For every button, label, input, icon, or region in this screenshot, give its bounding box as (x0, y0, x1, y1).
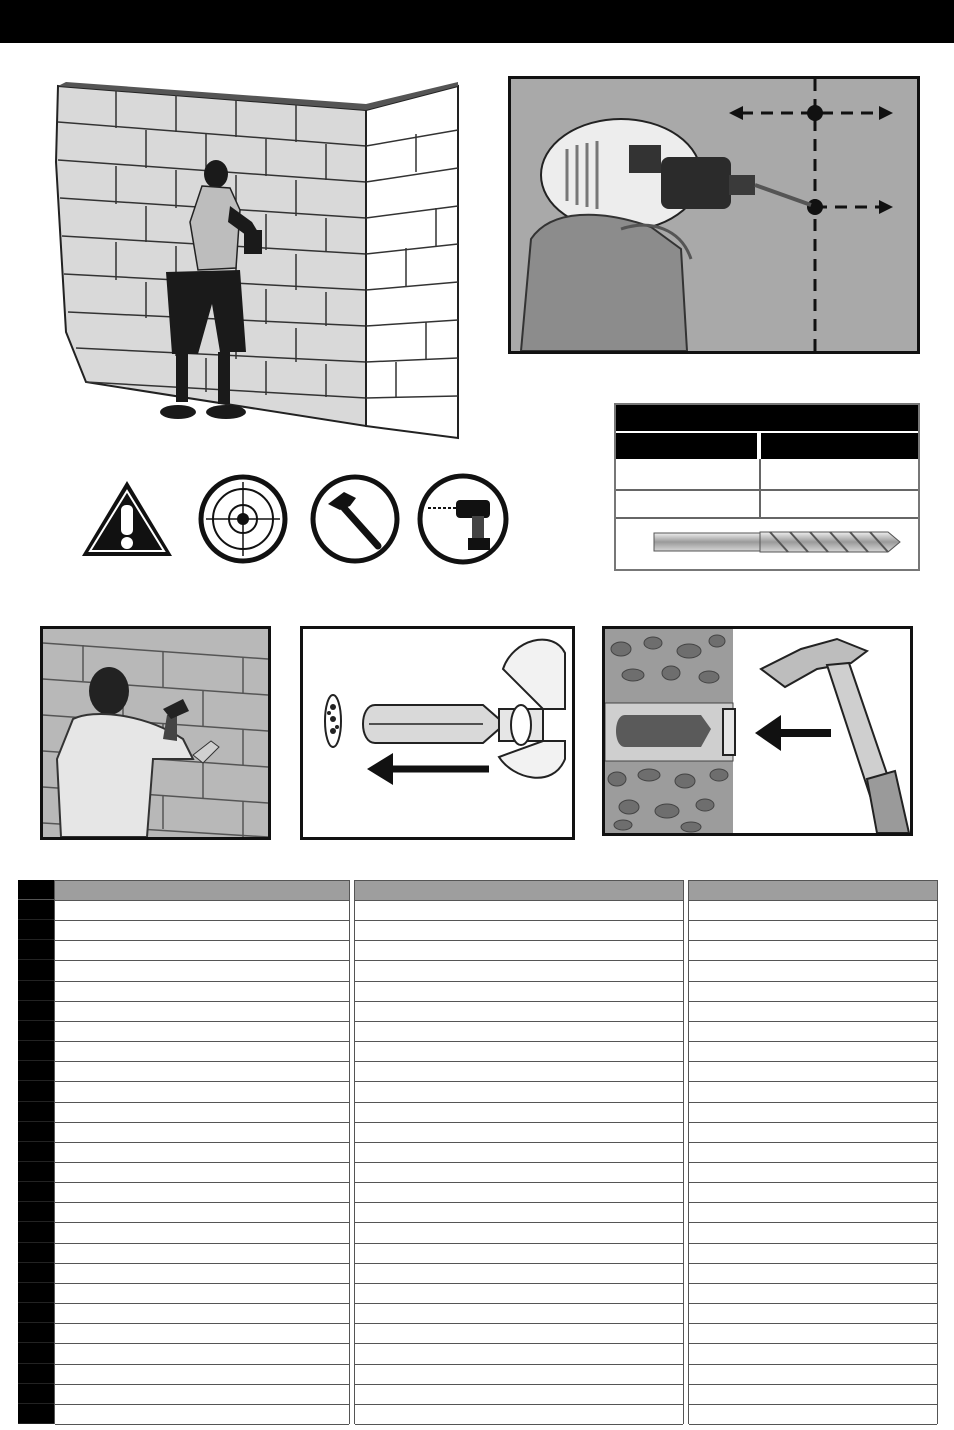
parts-table-number (18, 900, 54, 920)
parts-table-cell (355, 921, 683, 941)
parts-table-number (18, 1122, 54, 1142)
parts-table-cell (355, 1385, 683, 1405)
drill-spec-cell (616, 491, 757, 517)
drill-bit-icon (650, 527, 902, 557)
parts-table-cell (355, 1365, 683, 1385)
parts-table-cell (355, 941, 683, 961)
parts-table-cell (55, 1344, 349, 1364)
parts-table-cell (689, 1062, 937, 1082)
warning-triangle-icon (80, 479, 174, 558)
parts-table-number (18, 981, 54, 1001)
parts-table-cell (355, 1324, 683, 1344)
parts-table-number (18, 920, 54, 940)
parts-table-cell (55, 1143, 349, 1163)
parts-table-cell (55, 1062, 349, 1082)
parts-table-number (18, 1404, 54, 1424)
drill-spec-cell (763, 461, 918, 487)
parts-table-cell (55, 941, 349, 961)
parts-table-column (688, 880, 938, 1424)
parts-table-cell (689, 901, 937, 921)
parts-table-cell (355, 1183, 683, 1203)
parts-table-cell (355, 1284, 683, 1304)
parts-table-cell (55, 921, 349, 941)
parts-table-cell (55, 1405, 349, 1425)
man-drilling-brick-wall-illustration (26, 82, 462, 456)
parts-table-cell (55, 1002, 349, 1022)
parts-table-cell (689, 1244, 937, 1264)
parts-table-number (18, 940, 54, 960)
parts-table-cell (689, 1324, 937, 1344)
parts-table-cell (689, 1304, 937, 1324)
parts-table-cell (55, 1324, 349, 1344)
parts-table-number (18, 1384, 54, 1404)
parts-table-number (18, 1222, 54, 1242)
parts-table-number (18, 1323, 54, 1343)
parts-table-cell (55, 1365, 349, 1385)
parts-table-column (354, 880, 684, 1424)
parts-table-cell (55, 961, 349, 981)
parts-table-cell (355, 1163, 683, 1183)
parts-table-number (18, 1364, 54, 1384)
parts-table-cell (355, 1344, 683, 1364)
parts-table-number (18, 1061, 54, 1081)
target-mark-icon (198, 474, 288, 564)
parts-table (18, 880, 938, 1424)
parts-table-cell (355, 1143, 683, 1163)
drill-with-marked-holes-illustration (508, 76, 920, 354)
hammer-anchor-into-wall-illustration (602, 626, 913, 836)
parts-table-cell (689, 921, 937, 941)
parts-table-column (54, 880, 350, 1424)
parts-table-number (18, 1263, 54, 1283)
parts-table-cell (355, 1062, 683, 1082)
parts-table-cell (689, 1103, 937, 1123)
parts-table-number (18, 1001, 54, 1021)
parts-table-cell (355, 1123, 683, 1143)
parts-table-number (18, 960, 54, 980)
parts-table-number (18, 1303, 54, 1323)
parts-table-cell (355, 1264, 683, 1284)
parts-table-cell (55, 1183, 349, 1203)
parts-table-column (18, 880, 54, 1424)
parts-table-cell (689, 1143, 937, 1163)
anchor-insertion-illustration (300, 626, 575, 840)
parts-table-cell (55, 1042, 349, 1062)
parts-table-cell (355, 1405, 683, 1425)
drill-spec-column-2 (761, 433, 918, 459)
parts-table-cell (55, 1284, 349, 1304)
parts-table-cell (689, 1123, 937, 1143)
parts-table-number (18, 1081, 54, 1101)
parts-table-cell (355, 1103, 683, 1123)
parts-table-cell (689, 1344, 937, 1364)
parts-table-cell (689, 1405, 937, 1425)
parts-table-cell (55, 982, 349, 1002)
drill-spec-cell (616, 461, 757, 487)
parts-table-number (18, 1243, 54, 1263)
parts-table-cell (689, 1022, 937, 1042)
parts-table-number (18, 1142, 54, 1162)
parts-table-cell (55, 1244, 349, 1264)
parts-table-cell (355, 1244, 683, 1264)
drill-spec-table (614, 403, 920, 571)
parts-table-cell (689, 1223, 937, 1243)
parts-table-cell (55, 1264, 349, 1284)
parts-table-cell (55, 1304, 349, 1324)
parts-table-cell (689, 1264, 937, 1284)
drill-spec-title (616, 405, 918, 431)
parts-table-cell (689, 941, 937, 961)
parts-table-number (18, 1202, 54, 1222)
parts-table-number (18, 1182, 54, 1202)
parts-table-cell (689, 1385, 937, 1405)
parts-table-cell (55, 1022, 349, 1042)
parts-table-cell (55, 901, 349, 921)
parts-table-cell (355, 1304, 683, 1324)
cordless-drill-icon (416, 472, 510, 566)
man-hammering-wall-illustration (40, 626, 271, 840)
parts-table-cell (689, 1002, 937, 1022)
parts-table-header-cell (18, 880, 54, 900)
parts-table-cell (55, 1103, 349, 1123)
parts-table-cell (689, 1365, 937, 1385)
parts-table-cell (355, 1203, 683, 1223)
parts-table-cell (689, 1042, 937, 1062)
parts-table-cell (355, 961, 683, 981)
drill-spec-cell (763, 491, 918, 517)
parts-table-cell (689, 1183, 937, 1203)
parts-table-number (18, 1162, 54, 1182)
parts-table-cell (689, 1082, 937, 1102)
parts-table-header-1 (56, 880, 348, 900)
parts-table-cell (355, 1002, 683, 1022)
parts-table-cell (689, 1203, 937, 1223)
parts-table-number (18, 1283, 54, 1303)
parts-table-cell (55, 1203, 349, 1223)
drill-spec-column-1 (616, 433, 757, 459)
parts-table-header-2 (355, 880, 682, 900)
parts-table-cell (55, 1223, 349, 1243)
parts-table-cell (355, 1223, 683, 1243)
parts-table-cell (355, 1042, 683, 1062)
parts-table-cell (689, 982, 937, 1002)
parts-table-number (18, 1343, 54, 1363)
parts-table-cell (689, 1284, 937, 1304)
parts-table-cell (55, 1385, 349, 1405)
parts-table-cell (55, 1163, 349, 1183)
parts-table-cell (55, 1123, 349, 1143)
parts-table-cell (355, 1082, 683, 1102)
parts-table-number (18, 1102, 54, 1122)
parts-table-cell (355, 982, 683, 1002)
parts-table-cell (355, 901, 683, 921)
hammer-icon (310, 474, 400, 564)
parts-table-cell (355, 1022, 683, 1042)
header-bar (0, 0, 954, 43)
parts-table-header-3 (689, 880, 937, 900)
parts-table-cell (689, 1163, 937, 1183)
parts-table-cell (689, 961, 937, 981)
parts-table-cell (55, 1082, 349, 1102)
parts-table-number (18, 1021, 54, 1041)
parts-table-number (18, 1041, 54, 1061)
